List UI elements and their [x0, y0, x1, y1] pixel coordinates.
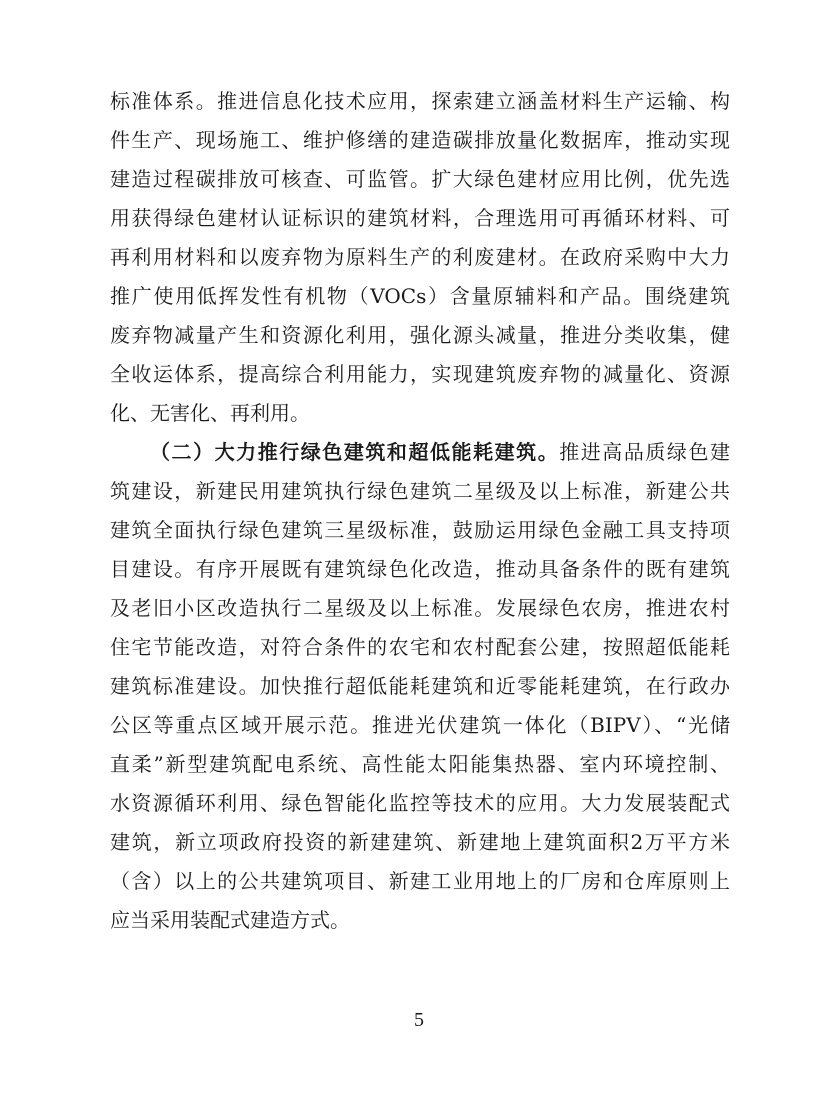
text-line: 建筑，新立项政府投资的新建建筑、新建地上建筑面积2万平方米: [110, 830, 730, 854]
text-line: 筑建设，新建民用建筑执行绿色建筑二星级及以上标准，新建公共: [110, 479, 730, 503]
text-line: 推广使用低挥发性有机物（VOCs）含量原辅料和产品。围绕建筑: [110, 284, 730, 308]
text-line: 建筑标准建设。加快推行超低能耗建筑和近零能耗建筑，在行政办: [110, 674, 730, 698]
text-line: 住宅节能改造，对符合条件的农宅和农村配套公建，按照超低能耗: [110, 635, 730, 659]
text-line: 标准体系。推进信息化技术应用，探索建立涵盖材料生产运输、构: [110, 89, 730, 113]
text-line: 再利用材料和以废弃物为原料生产的利废建材。在政府采购中大力: [110, 245, 730, 269]
text-line: 用获得绿色建材认证标识的建筑材料，合理选用可再循环材料、可: [110, 206, 730, 230]
text-line: 建筑全面执行绿色建筑三星级标准，鼓励运用绿色金融工具支持项: [110, 518, 730, 542]
text-line: 件生产、现场施工、维护修缮的建造碳排放量化数据库，推动实现: [110, 128, 730, 152]
heading-continuation: 推进高品质绿色建: [559, 440, 731, 464]
text-line: （含）以上的公共建筑项目、新建工业用地上的厂房和仓库原则上: [110, 869, 730, 893]
section-heading: （二）大力推行绿色建筑和超低能耗建筑。: [150, 440, 560, 464]
text-line: 及老旧小区改造执行二星级及以上标准。发展绿色农房，推进农村: [110, 596, 730, 620]
text-line: 公区等重点区域开展示范。推进光伏建筑一体化（BIPV）、“光储: [110, 713, 730, 737]
paragraph-1: [110, 82, 730, 433]
text-line: 全收运体系，提高综合利用能力，实现建筑废弃物的减量化、资源: [110, 362, 730, 386]
text-line: 水资源循环利用、绿色智能化监控等技术的应用。大力发展装配式: [110, 791, 730, 815]
text-line: 目建设。有序开展既有建筑绿色化改造，推动具备条件的既有建筑: [110, 557, 730, 581]
text-line: 应当采用装配式建造方式。: [110, 908, 350, 932]
text-line: [110, 433, 730, 472]
paragraph-2: [110, 433, 730, 940]
text-line: 建造过程碳排放可核查、可监管。扩大绿色建材应用比例，优先选: [110, 167, 730, 191]
page-number: 5: [414, 1009, 424, 1031]
body-text: [110, 82, 730, 940]
text-line: 废弃物减量产生和资源化利用，强化源头减量，推进分类收集，健: [110, 323, 730, 347]
text-line: 化、无害化、再利用。: [110, 401, 310, 425]
text-line: 直柔”新型建筑配电系统、高性能太阳能集热器、室内环境控制、: [110, 752, 730, 776]
